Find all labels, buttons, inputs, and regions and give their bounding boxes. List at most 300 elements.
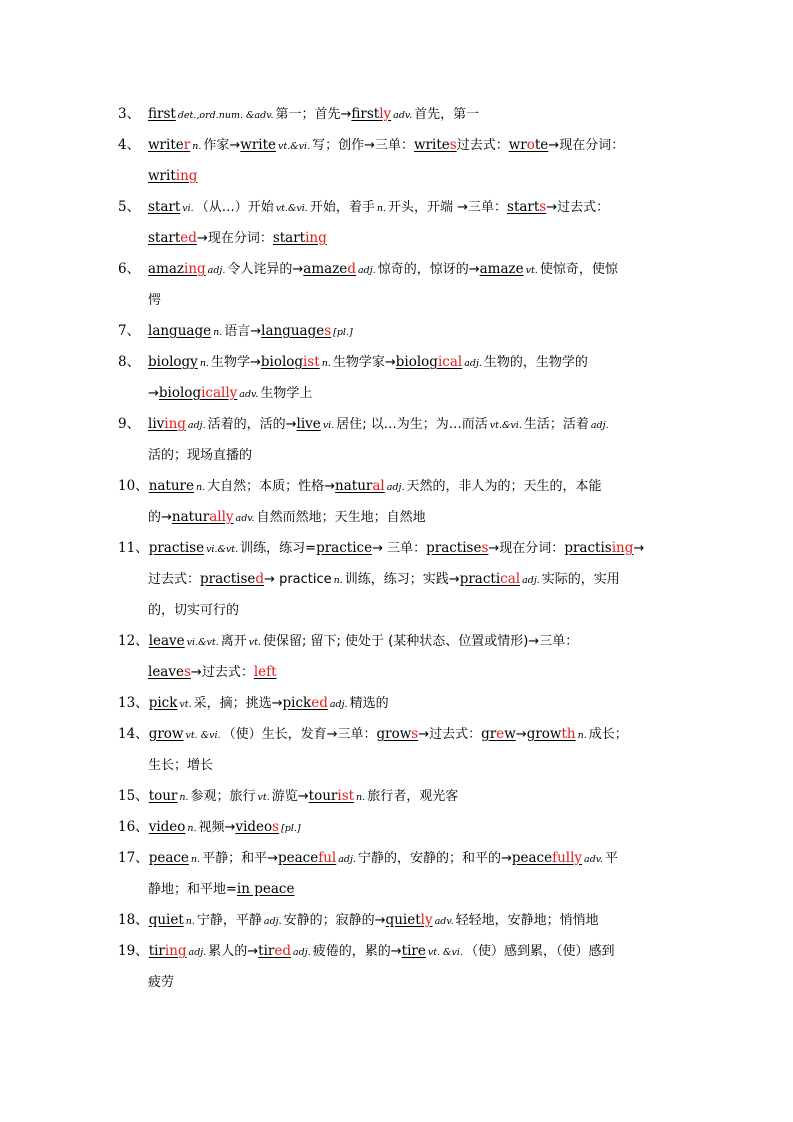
part-of-speech: vi. [322,420,335,431]
word-suffix-red: ing [611,540,634,556]
vocab-entry-18 [118,905,683,936]
word-suffix-red: ally [209,509,234,525]
definition-text: 旅行者，观光客 [367,789,459,804]
word-suffix-red: ing [164,416,186,432]
definition-text: 使保留; 留下; 使处于 (某种状态、位置或情形)→三单： [263,634,579,649]
entry-line [118,440,683,471]
vocab-word [564,540,633,556]
part-of-speech: adj. [188,947,207,958]
vocab-word [149,819,186,835]
definition-text: →过去式： [190,665,254,680]
word-stem: in peace [236,881,295,897]
definition-text: 活着的，活的→ [207,417,297,432]
entry-number: 16、 [118,819,149,835]
entry-line [118,843,683,874]
definition-text: →现在分词： [488,541,565,556]
word-suffix-red: s [411,726,419,742]
word-stem: wr [508,137,527,153]
vocab-word [261,323,331,339]
vocab-word [148,354,198,370]
entry-line [118,223,683,254]
vocab-entry-4 [118,130,683,192]
vocab-entry-19 [118,936,683,998]
vocab-word [460,571,520,587]
vocab-entry-3 [118,99,683,130]
definition-text: 采，摘；挑选→ [193,696,283,711]
word-suffix-red: al [372,478,385,494]
word-stem: grow [376,726,412,742]
definition-text: →过去式： [418,727,482,742]
part-of-speech: n. [333,575,343,586]
definition-text: 的→ [148,510,172,525]
part-of-speech: adj. [329,699,348,710]
vocab-word [481,726,516,742]
vocab-word [402,943,426,959]
entry-line [118,161,683,192]
entry-number: 19、 [118,943,149,959]
vocab-word [283,695,328,711]
entry-number: 10、 [118,478,149,494]
vocab-word [240,137,276,153]
definition-text: 的，切实可行的 [148,603,240,618]
part-of-speech: n. [376,203,386,214]
entry-number: 14、 [118,726,149,742]
definition-text: 安静的；寂静的→ [283,913,386,928]
definition-text: 宁静，平静 [196,913,262,928]
definition-text: 视频→ [198,820,236,835]
word-suffix-red: ful [318,850,337,866]
word-stem: pick [282,695,312,711]
part-of-speech: vt. [248,637,261,648]
entry-number: 6、 [118,261,141,277]
entry-line [118,316,683,347]
vocab-word [351,106,391,122]
vocab-word [512,850,582,866]
entry-line [118,905,683,936]
part-of-speech: vt. [525,265,538,276]
word-suffix-red: s [449,137,457,153]
word-stem: w [504,726,516,742]
definition-text: 参观；旅行 [190,789,256,804]
entry-line [118,502,683,533]
word-stem: leave [148,664,184,680]
vocab-word [303,261,356,277]
entry-line [118,688,683,719]
entry-line [118,254,683,285]
word-stem: amaz [148,261,185,277]
vocab-word [149,788,178,804]
part-of-speech: n. [185,916,195,927]
vocab-word [149,912,184,928]
word-suffix-red: th [561,726,576,742]
definition-text: 精选的 [349,696,389,711]
definition-text: 写；创作→三单： [312,138,415,153]
vocab-word [297,416,321,432]
entry-line [118,378,683,409]
part-of-speech: det.,ord.num. &adv. [177,110,274,121]
word-stem: grow [148,726,184,742]
entry-number: 12、 [118,633,149,649]
definition-text: 活的；现场直播的 [148,448,253,463]
vocab-word [396,354,462,370]
word-stem: live [296,416,321,432]
part-of-speech: n. [199,358,209,369]
word-stem: peace [277,850,319,866]
part-of-speech: vi. [182,203,194,214]
entry-line [118,533,683,564]
word-stem: practis [564,540,612,556]
entry-line [118,936,683,967]
vocab-word [149,540,204,556]
part-of-speech: [pl.] [333,327,353,338]
definition-text: 惊奇的，惊讶的→ [377,262,480,277]
part-of-speech: vt. [179,699,192,710]
word-stem: pick [148,695,178,711]
word-suffix-red: o [526,137,535,153]
vocab-word [237,881,295,897]
vocab-word [200,571,264,587]
vocab-entry-13 [118,688,683,719]
word-suffix-red: ist [303,354,320,370]
definition-text: 累人的→ [208,944,259,959]
word-suffix-red: s [539,199,547,215]
entry-number: 3、 [118,106,141,122]
word-stem: practise [200,571,256,587]
word-suffix-red: ical [437,354,463,370]
word-suffix-red: ing [175,168,198,184]
definition-text: （使）生长，发育→三单： [222,727,377,742]
word-stem: write [414,137,450,153]
word-stem: biology [148,354,198,370]
definition-text: 语言→ [224,324,262,339]
vocab-word [426,540,488,556]
word-stem: start [148,230,181,246]
part-of-speech: adj. [590,420,609,431]
word-stem: practi [459,571,501,587]
word-suffix-red: cal [500,571,521,587]
definition-text: 令人诧异的→ [227,262,304,277]
definition-text: 开头，开端 →三单： [387,200,508,215]
word-stem: amaze [303,261,348,277]
word-stem: tour [308,788,338,804]
vocab-word [148,168,197,184]
word-stem: te [534,137,549,153]
word-stem: natur [171,509,210,525]
vocab-entry-10 [118,471,683,533]
word-stem: language [261,323,325,339]
word-stem: practise [148,540,205,556]
word-suffix-red: ist [337,788,355,804]
vocab-word [149,478,194,494]
vocab-word [149,695,178,711]
vocab-word [149,726,184,742]
part-of-speech: adv. [434,916,454,927]
word-suffix-red: ed [311,695,328,711]
definition-text: → [148,386,159,401]
word-stem: practise [426,540,482,556]
definition-text: 实际的，实用 [541,572,620,587]
definition-text: 生物学家→ [332,355,396,370]
vocab-entry-9 [118,409,683,471]
definition-text: 平静；和平→ [202,851,278,866]
part-of-speech: adv. [239,389,259,400]
word-stem: nature [148,478,194,494]
vocab-word [148,106,176,122]
part-of-speech: adv. [393,110,413,121]
entry-line [118,874,683,905]
part-of-speech: adv. [584,854,604,865]
word-suffix-red: left [253,664,277,680]
part-of-speech: vt. &vi. [427,947,463,958]
vocab-word [386,912,433,928]
definition-text: 作家→ [203,138,241,153]
part-of-speech: adj. [522,575,540,586]
definition-text: →过去式： [546,200,610,215]
entry-line [118,750,683,781]
vocab-word [258,943,291,959]
definition-text: 离开 [220,634,247,649]
vocab-entry-7 [118,316,683,347]
part-of-speech: adj. [386,482,405,493]
definition-text: → [515,727,527,742]
word-suffix-red: s [183,664,191,680]
vocab-word [509,137,549,153]
vocab-word [261,354,320,370]
word-stem: biolog [158,385,202,401]
entry-line [118,347,683,378]
word-stem: biolog [260,354,304,370]
word-stem: start [507,199,540,215]
vocab-entry-5 [118,192,683,254]
word-suffix-red: e [496,726,505,742]
definition-text: 疲倦的，累的→ [312,944,402,959]
entry-number: 7、 [118,323,141,339]
definition-text: 使惊奇，使惊 [539,262,618,277]
definition-text: →现在分词： [196,231,273,246]
vocab-word [148,137,190,153]
word-stem: tour [148,788,178,804]
vocab-word [148,323,211,339]
part-of-speech: n. [192,141,202,152]
word-stem: start [272,230,306,246]
definition-text: 开始，着手 [309,200,375,215]
entry-number: 17、 [118,850,149,866]
entry-number: 5、 [118,199,141,215]
entry-line [118,626,683,657]
word-suffix-red: ed [274,943,292,959]
word-suffix-red: ly [420,912,433,928]
definition-text: 疲劳 [148,975,175,990]
vocab-word [159,385,237,401]
entry-line [118,719,683,750]
vocab-word [172,509,234,525]
part-of-speech: adj. [293,947,311,958]
vocab-word [148,664,191,680]
definition-text: 居住; 以…为生；为…而活 [336,417,488,432]
definition-text: 静地；和平地= [148,882,237,897]
vocab-word [235,819,279,835]
entry-line [118,812,683,843]
word-stem: peace [511,850,553,866]
word-suffix-red: d [347,261,356,277]
vocab-entry-6 [118,254,683,316]
word-suffix-red: ing [164,943,187,959]
part-of-speech: vt.&vi. [489,420,522,431]
word-stem: tire [401,943,426,959]
definition-text: 过去式： [456,138,509,153]
definition-text: 游览→ [271,789,309,804]
definition-text: 生长；增长 [148,758,214,773]
part-of-speech: n. [321,358,331,369]
entry-number: 11、 [118,540,149,556]
entry-line [118,99,683,130]
vocab-word [335,478,385,494]
part-of-speech: n. [356,792,366,803]
word-stem: amaze [479,261,524,277]
part-of-speech: adj. [187,420,206,431]
part-of-speech: adv. [235,513,255,524]
part-of-speech: vi.&vt. [186,637,219,648]
entry-line [118,471,683,502]
word-stem: writ [148,168,176,184]
definition-text: 宁静的，安静的；和平的→ [357,851,512,866]
vocab-word [376,726,418,742]
entry-number: 13、 [118,695,149,711]
vocab-entry-11 [118,533,683,626]
word-suffix-red: ically [201,385,238,401]
part-of-speech: [pl.] [281,823,301,834]
word-stem: gr [481,726,497,742]
definition-text: → [633,541,645,556]
entry-line [118,285,683,316]
entry-number: 8、 [118,354,141,370]
vocab-word [149,850,189,866]
definition-text: 过去式： [148,572,201,587]
part-of-speech: n. [213,327,223,338]
definition-text: （使）感到累，（使）感到 [464,944,615,959]
vocab-word [148,230,197,246]
word-stem: start [148,199,181,215]
word-stem: liv [148,416,165,432]
vocab-entry-16 [118,812,683,843]
definition-text: →现在分词： [548,138,625,153]
entry-line [118,595,683,626]
word-suffix-red: s [272,819,280,835]
definition-text: 愕 [148,293,162,308]
word-stem: write [148,137,184,153]
word-stem: leave [148,633,185,649]
word-stem: video [235,819,273,835]
word-stem: quiet [148,912,184,928]
word-stem: tir [148,943,165,959]
definition-text: 轻轻地，安静地；悄悄地 [455,913,599,928]
part-of-speech: n. [577,730,587,741]
definition-text: 成长； [588,727,628,742]
entry-number: 15、 [118,788,149,804]
part-of-speech: n. [196,482,206,493]
part-of-speech: n. [187,823,197,834]
word-stem: first [148,106,176,122]
part-of-speech: vt.&vi. [278,141,311,152]
vocab-word [148,261,206,277]
entry-line [118,409,683,440]
vocab-word [254,664,277,680]
definition-text: 生物的，生物学的 [483,355,588,370]
vocab-entry-8 [118,347,683,409]
definition-text: 生物学上 [260,386,313,401]
word-suffix-red: ing [184,261,206,277]
word-suffix-red: s [324,323,332,339]
vocab-word [480,261,524,277]
definition-text: 生活；活着 [523,417,589,432]
word-stem: quiet [385,912,421,928]
part-of-speech: vt. &vi. [185,730,221,741]
word-stem: biolog [395,354,438,370]
entry-line [118,657,683,688]
entry-number: 9、 [118,416,141,432]
entry-line [118,564,683,595]
vocab-entry-14 [118,719,683,781]
vocab-word [507,199,546,215]
word-stem: practice [316,540,373,556]
word-stem: write [240,137,277,153]
entry-line [118,967,683,998]
definition-text: 生物学→ [210,355,261,370]
word-suffix-red: d [255,571,265,587]
definition-text: 首先，第一 [414,107,480,122]
vocab-word [273,230,327,246]
entry-line [118,192,683,223]
word-suffix-red: ed [180,230,197,246]
word-stem: first [351,106,380,122]
vocab-entry-15 [118,781,683,812]
vocab-word [414,137,457,153]
definition-text: 平 [605,851,619,866]
vocab-word [527,726,576,742]
word-stem: tir [258,943,275,959]
part-of-speech: adj. [263,916,282,927]
part-of-speech: vt.&vi. [275,203,308,214]
definition-text: （从…）开始 [195,200,274,215]
word-suffix-red: fully [552,850,583,866]
word-suffix-red: ly [379,106,392,122]
word-suffix-red: ing [305,230,327,246]
definition-text: → practice [264,572,332,587]
word-suffix-red: r [183,137,191,153]
part-of-speech: vt. [257,792,270,803]
word-stem: natur [335,478,373,494]
word-stem: peace [148,850,189,866]
word-stem: language [148,323,212,339]
part-of-speech: n. [179,792,189,803]
vocab-word [309,788,354,804]
vocab-word [149,633,185,649]
word-stem: video [148,819,186,835]
vocab-word [316,540,372,556]
part-of-speech: n. [190,854,201,865]
word-suffix-red: s [481,540,489,556]
definition-text: → 三单： [372,541,427,556]
part-of-speech: vi.&vt. [206,544,239,555]
part-of-speech: adj. [338,854,356,865]
part-of-speech: adj. [464,358,482,369]
vocab-word [149,943,187,959]
vocab-word [278,850,336,866]
entry-line [118,781,683,812]
entry-number: 4、 [118,137,141,153]
vocab-entry-12 [118,626,683,688]
definition-text: 训练，练习= [240,541,317,556]
